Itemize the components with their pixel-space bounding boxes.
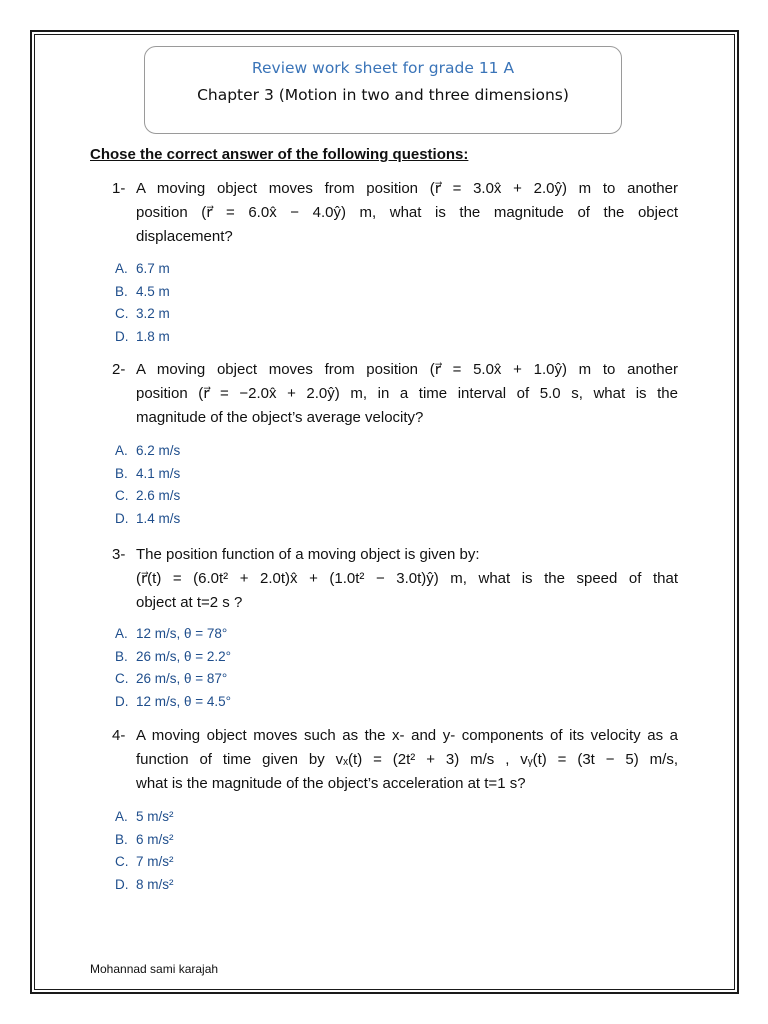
question-number: 4- [112,727,126,744]
option-text: 12 m/s, θ = 4.5° [136,694,232,710]
question-line: (r⃗(t) = (6.0t² + 2.0t)x̂ + (1.0t² − 3.0t)ŷ) m, what is the speed of that [136,570,678,587]
answer-options-2 [115,440,180,531]
answer-option[interactable] [115,851,174,874]
option-text: 6.7 m [136,261,170,276]
option-letter: D. [115,329,129,345]
option-letter: D. [115,877,129,893]
answer-options-3 [115,623,231,714]
option-letter: B. [115,648,128,664]
question-text [136,177,678,249]
question-text [136,543,678,615]
question-line: what is the magnitude of the object’s acceleration at t=1 s? [136,775,526,792]
option-text: 1.4 m/s [136,511,181,527]
option-text: 6.2 m/s [136,443,181,458]
answer-option[interactable] [115,258,170,281]
author-footer: Mohannad sami karajah [90,962,219,976]
option-text: 4.1 m/s [136,465,181,481]
instruction-heading: Chose the correct answer of the following questions: [90,146,469,163]
question-text [136,724,678,796]
option-letter: A. [115,809,128,824]
worksheet-title: Review work sheet for grade 11 A [251,59,515,77]
option-text: 5 m/s² [136,809,174,824]
question-1 [112,177,678,249]
answer-option[interactable] [115,303,170,326]
question-number: 1- [112,180,126,197]
option-letter: B. [115,465,128,481]
answer-option[interactable] [115,508,180,531]
option-letter: A. [115,261,128,276]
chapter-title: Chapter 3 (Motion in two and three dimensions) [197,86,569,104]
option-text: 3.2 m [136,306,170,322]
option-letter: D. [115,511,129,527]
option-letter: C. [115,488,129,504]
question-line: magnitude of the object’s average velocity? [136,409,424,426]
question-line: A moving object moves such as the x- and y- components of its velocity as a [136,727,678,744]
question-line: function of time given by vₓ(t) = (2t² + 3) m/s , vᵧ(t) = (3t − 5) m/s, [136,751,678,768]
question-line: position (r⃗ = 6.0x̂ − 4.0ŷ) m, what is the magnitude of the object [136,204,678,221]
answer-options-4 [115,806,174,897]
answer-option[interactable] [115,440,180,463]
answer-option[interactable] [115,281,170,304]
answer-option[interactable] [115,668,231,691]
option-text: 12 m/s, θ = 78° [136,626,228,641]
answer-option[interactable] [115,485,180,508]
option-letter: B. [115,283,128,299]
option-letter: C. [115,671,129,687]
question-number: 2- [112,361,126,378]
answer-option[interactable] [115,874,174,897]
option-letter: C. [115,854,129,870]
option-text: 2.6 m/s [136,488,181,504]
option-letter: B. [115,831,128,847]
option-text: 7 m/s² [136,854,174,870]
answer-option[interactable] [115,463,180,486]
option-text: 1.8 m [136,329,170,345]
option-text: 4.5 m [136,283,170,299]
option-text: 8 m/s² [136,877,174,893]
question-4 [112,724,678,796]
question-2 [112,358,678,430]
option-letter: D. [115,694,129,710]
option-text: 26 m/s, θ = 87° [136,671,228,687]
option-letter: A. [115,626,128,641]
option-letter: C. [115,306,129,322]
question-line: displacement? [136,228,233,245]
answer-option[interactable] [115,829,174,852]
answer-option[interactable] [115,806,174,829]
title-box [144,46,622,134]
question-text [136,358,678,430]
question-line: A moving object moves from position (r⃗ = 5.0x̂ + 1.0ŷ) m to another [136,361,678,378]
question-number: 3- [112,546,126,563]
question-line: The position function of a moving object is given by: [136,546,480,563]
question-line: A moving object moves from position (r⃗ = 3.0x̂ + 2.0ŷ) m to another [136,180,678,197]
answer-option[interactable] [115,691,231,714]
answer-option[interactable] [115,646,231,669]
question-3 [112,543,678,615]
question-line: object at t=2 s ? [136,594,243,611]
question-line: position (r⃗ = −2.0x̂ + 2.0ŷ) m, in a time interval of 5.0 s, what is the [136,385,678,402]
option-text: 6 m/s² [136,831,174,847]
answer-option[interactable] [115,623,231,646]
option-text: 26 m/s, θ = 2.2° [136,648,232,664]
answer-options-1 [115,258,170,349]
option-letter: A. [115,443,128,458]
answer-option[interactable] [115,326,170,349]
